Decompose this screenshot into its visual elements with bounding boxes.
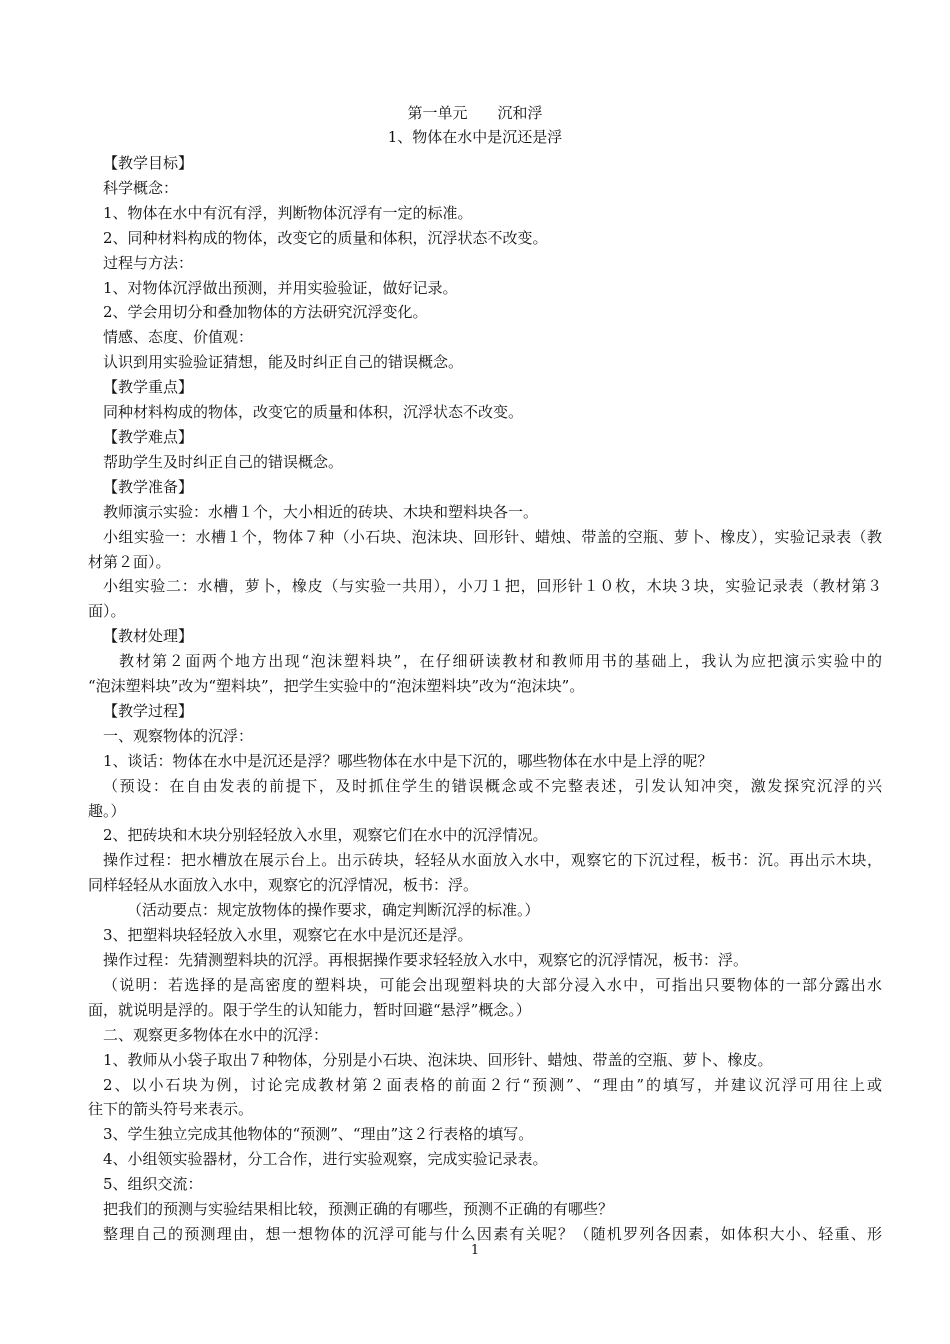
text-line: 2、学会用切分和叠加物体的方法研究沉浮变化。 (103, 303, 428, 322)
text-line: 3、把塑料块轻轻放入水里，观察它在水中是沉还是浮。 (103, 926, 473, 945)
text-line: 面，就说明是浮的。限于学生的认知能力，暂时回避“悬浮”概念。） (88, 1000, 531, 1019)
unit-title: 第一单元 沉和浮 (407, 104, 543, 122)
text-line: 【教学目标】 (103, 154, 194, 172)
text-line: 教师演示实验：水槽１个，大小相近的砖块、木块和塑料块各一。 (103, 502, 539, 521)
text-line: 往下的箭头符号来表示。 (88, 1100, 254, 1119)
text-line: 操作过程：把水槽放在展示台上。出示砖块，轻轻从水面放入水中，观察它的下沉过程，板书：沉。再出示木块， (103, 851, 882, 870)
text-line: 2、以小石块为例，讨论完成教材第２面表格的前面２行“预测”、“理由”的填写，并建议沉浮可用往上或 (103, 1075, 882, 1094)
text-line: 整理自己的预测理由，想一想物体的沉浮可能与什么因素有关呢？（随机罗列各因素，如体积大小、轻重、形 (103, 1224, 882, 1243)
text-line: 2、同种材料构成的物体，改变它的质量和体积，沉浮状态不改变。 (103, 228, 548, 247)
page-number: 1 (470, 1243, 480, 1258)
text-line: 【教学难点】 (103, 427, 194, 446)
text-line: 1、对物体沉浮做出预测，并用实验验证，做好记录。 (103, 278, 458, 297)
text-line: 小组实验二：水槽，萝卜，橡皮（与实验一共用），小刀１把，回形针１０枚，木块３块，实验记录表（教材第３ (103, 577, 882, 596)
text-line: 1、教师从小袋子取出７种物体，分别是小石块、泡沫块、回形针、蜡烛、带盖的空瓶、萝卜、橡皮。 (103, 1050, 773, 1069)
text-line: 5、组织交流： (103, 1175, 203, 1194)
text-line: 一、观察物体的沉浮： (103, 726, 254, 745)
text-line: 教材第２面两个地方出现“泡沫塑料块”，在仔细研读教材和教师用书的基础上，我认为应把演示实验中的 (119, 652, 882, 671)
text-line: （活动要点：规定放物体的操作要求，确定判断沉浮的标准。） (127, 901, 540, 920)
text-line: 科学概念： (103, 178, 179, 197)
text-line: （说明：若选择的是高密度的塑料块，可能会出现塑料块的大部分浸入水中，可指出只要物体的一部分露出水 (103, 975, 882, 994)
text-line: 【教学准备】 (103, 477, 194, 496)
text-line: 认识到用实验验证猜想，能及时纠正自己的错误概念。 (103, 353, 464, 372)
text-line: 4、小组领实验器材，分工合作，进行实验观察，完成实验记录表。 (103, 1150, 548, 1169)
title-block (0, 101, 950, 149)
text-line: 1、物体在水中有沉有浮，判断物体沉浮有一定的标准。 (103, 203, 473, 222)
text-line: 小组实验一：水槽１个，物体７种（小石块、泡沫块、回形针、蜡烛、带盖的空瓶、萝卜、橡皮），实验记录表（教 (103, 527, 882, 546)
text-line: 帮助学生及时纠正自己的错误概念。 (103, 452, 344, 471)
text-line: 面）。 (88, 602, 126, 621)
text-line: 同种材料构成的物体，改变它的质量和体积，沉浮状态不改变。 (103, 403, 524, 422)
text-line: “泡沫塑料块”改为“塑料块”，把学生实验中的“泡沫塑料块”改为“泡沫块”。 (88, 677, 585, 696)
text-line: 2、把砖块和木块分别轻轻放入水里，观察它们在水中的沉浮情况。 (103, 826, 548, 845)
text-line: 操作过程：先猜测塑料块的沉浮。再根据操作要求轻轻放入水中，观察它的沉浮情况，板书：浮。 (103, 951, 749, 969)
text-line: 【教学过程】 (103, 701, 194, 720)
text-line: 过程与方法： (103, 253, 194, 272)
text-line: 情感、态度、价值观： (103, 328, 254, 347)
document-body (88, 151, 882, 1247)
lesson-title: 1、物体在水中是沉还是浮 (387, 128, 563, 146)
text-line: 3、学生独立完成其他物体的“预测”、“理由”这２行表格的填写。 (103, 1125, 534, 1144)
text-line: 【教学重点】 (103, 378, 194, 397)
text-line: 材第２面）。 (88, 552, 171, 571)
text-line: 1、谈话：物体在水中是沉还是浮？哪些物体在水中是下沉的，哪些物体在水中是上浮的呢？ (103, 751, 713, 770)
text-line: （预设：在自由发表的前提下，及时抓住学生的错误概念或不完整表述，引发认知冲突，激发探究沉浮的兴 (103, 776, 882, 795)
text-line: 二、观察更多物体在水中的沉浮： (103, 1025, 329, 1044)
text-line: 把我们的预测与实验结果相比较，预测正确的有哪些，预测不正确的有哪些？ (103, 1200, 614, 1219)
text-line: 同样轻轻从水面放入水中，观察它的沉浮情况，板书：浮。 (88, 876, 479, 895)
text-line: 趣。） (88, 801, 126, 820)
text-line: 【教材处理】 (103, 627, 194, 646)
